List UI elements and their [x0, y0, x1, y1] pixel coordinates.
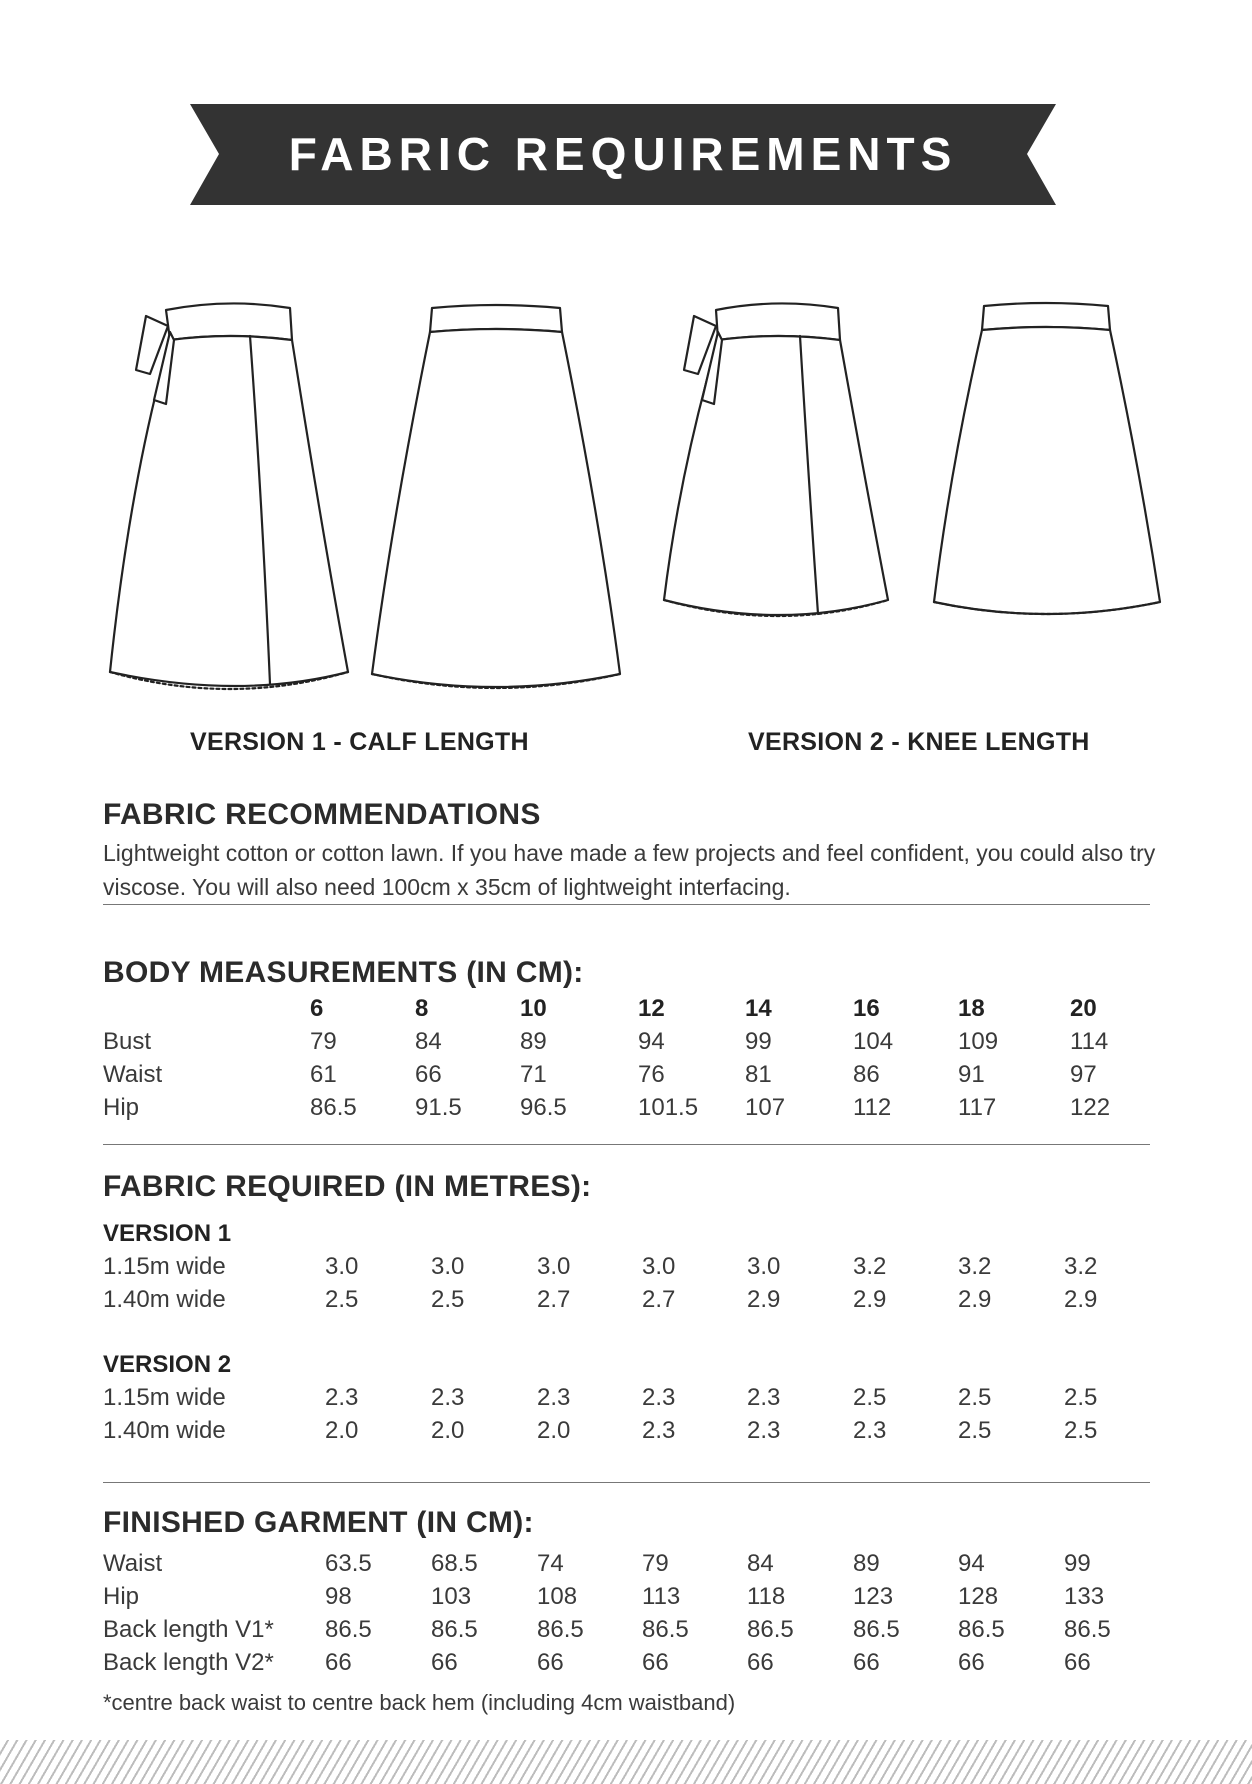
table-cell: 104: [853, 1028, 894, 1055]
table-cell: 3.2: [853, 1253, 887, 1280]
table-cell: 91.5: [415, 1094, 462, 1121]
table-cell: 66: [325, 1649, 352, 1676]
divider: [103, 1144, 1150, 1145]
table-row: [0, 1417, 1252, 1449]
version-group-title: VERSION 2: [103, 1351, 232, 1378]
table-cell: 86.5: [431, 1616, 478, 1643]
row-label: 1.15m wide: [103, 1384, 226, 1411]
table-cell: 66: [958, 1649, 985, 1676]
table-cell: 89: [853, 1550, 880, 1577]
table-cell: 122: [1070, 1094, 1111, 1121]
table-cell: 84: [415, 1028, 442, 1055]
table-cell: 2.9: [1064, 1286, 1098, 1313]
table-row: [0, 1616, 1252, 1648]
table-row: [0, 1028, 1252, 1060]
table-row: [0, 1286, 1252, 1318]
page-title: FABRIC REQUIREMENTS: [288, 128, 958, 180]
table-cell: 107: [745, 1094, 786, 1121]
table-cell: 3.0: [747, 1253, 781, 1280]
finished-garment-heading: FINISHED GARMENT (IN CM):: [103, 1506, 534, 1539]
table-cell: 2.5: [958, 1417, 992, 1444]
table-cell: 133: [1064, 1583, 1105, 1610]
table-row: [0, 1253, 1252, 1285]
row-label: Waist: [103, 1061, 163, 1088]
table-cell: 2.5: [1064, 1417, 1098, 1444]
table-cell: 89: [520, 1028, 547, 1055]
row-label: Hip: [103, 1583, 140, 1610]
size-label: 14: [745, 995, 772, 1022]
table-cell: 91: [958, 1061, 985, 1088]
row-label: 1.40m wide: [103, 1417, 226, 1444]
row-label: 1.40m wide: [103, 1286, 226, 1313]
table-cell: 86: [853, 1061, 880, 1088]
table-cell: 2.5: [1064, 1384, 1098, 1411]
table-cell: 2.5: [958, 1384, 992, 1411]
table-cell: 66: [1064, 1649, 1091, 1676]
row-label: Bust: [103, 1028, 152, 1055]
table-cell: 86.5: [537, 1616, 584, 1643]
table-cell: 2.9: [958, 1286, 992, 1313]
divider: [103, 1482, 1150, 1483]
footnote: *centre back waist to centre back hem (including 4cm waistband): [103, 1690, 736, 1715]
table-cell: 61: [310, 1061, 337, 1088]
table-cell: 86.5: [747, 1616, 794, 1643]
size-label: 18: [958, 995, 985, 1022]
table-cell: 114: [1070, 1028, 1109, 1055]
hatched-footer-border: [0, 1740, 1252, 1784]
size-label: 6: [310, 995, 324, 1022]
table-cell: 2.7: [537, 1286, 571, 1313]
table-cell: 3.2: [1064, 1253, 1098, 1280]
table-cell: 3.0: [642, 1253, 676, 1280]
table-cell: 86.5: [853, 1616, 900, 1643]
table-cell: 2.3: [747, 1384, 781, 1411]
row-label: Hip: [103, 1094, 140, 1121]
table-cell: 99: [1064, 1550, 1091, 1577]
table-cell: 84: [747, 1550, 774, 1577]
table-row: [0, 1583, 1252, 1615]
row-label: Back length V2*: [103, 1649, 274, 1676]
table-cell: 66: [431, 1649, 458, 1676]
table-cell: 2.5: [325, 1286, 359, 1313]
table-cell: 63.5: [325, 1550, 372, 1577]
table-cell: 68.5: [431, 1550, 478, 1577]
table-cell: 66: [642, 1649, 669, 1676]
table-cell: 3.0: [431, 1253, 465, 1280]
table-cell: 66: [747, 1649, 774, 1676]
table-cell: 2.3: [325, 1384, 359, 1411]
table-cell: 109: [958, 1028, 999, 1055]
table-cell: 103: [431, 1583, 472, 1610]
version-2-caption: VERSION 2 - KNEE LENGTH: [748, 728, 1090, 756]
table-cell: 2.0: [431, 1417, 465, 1444]
table-cell: 86.5: [310, 1094, 357, 1121]
table-cell: 3.0: [537, 1253, 571, 1280]
table-cell: 94: [638, 1028, 665, 1055]
size-label: 8: [415, 995, 429, 1022]
table-cell: 108: [537, 1583, 578, 1610]
size-label: 16: [853, 995, 880, 1022]
table-cell: 2.3: [537, 1384, 571, 1411]
divider: [103, 904, 1150, 905]
table-cell: 117: [958, 1094, 997, 1121]
table-cell: 2.5: [431, 1286, 465, 1313]
table-cell: 2.7: [642, 1286, 676, 1313]
table-cell: 3.2: [958, 1253, 992, 1280]
table-cell: 3.0: [325, 1253, 359, 1280]
size-label: 10: [520, 995, 547, 1022]
table-cell: 101.5: [638, 1094, 699, 1121]
v1-wrap-skirt-drawing: [110, 303, 348, 689]
recommendations-heading: FABRIC RECOMMENDATIONS: [103, 798, 541, 831]
version-group-title: VERSION 1: [103, 1220, 232, 1247]
size-label: 20: [1070, 995, 1097, 1022]
table-cell: 94: [958, 1550, 985, 1577]
table-cell: 2.0: [537, 1417, 571, 1444]
table-row: [0, 1061, 1252, 1093]
row-label: 1.15m wide: [103, 1253, 226, 1280]
table-row: [0, 1550, 1252, 1582]
table-cell: 98: [325, 1583, 352, 1610]
table-cell: 79: [310, 1028, 337, 1055]
table-cell: 74: [537, 1550, 564, 1577]
v1-back-skirt-drawing: [372, 305, 620, 688]
fabric-required-heading: FABRIC REQUIRED (IN METRES):: [103, 1170, 592, 1203]
version-1-caption: VERSION 1 - CALF LENGTH: [190, 728, 529, 756]
table-cell: 123: [853, 1583, 894, 1610]
table-cell: 2.3: [431, 1384, 465, 1411]
table-cell: 66: [853, 1649, 880, 1676]
row-label: Back length V1*: [103, 1616, 274, 1643]
size-label: 12: [638, 995, 665, 1022]
table-cell: 86.5: [325, 1616, 372, 1643]
table-cell: 79: [642, 1550, 669, 1577]
table-cell: 2.5: [853, 1384, 887, 1411]
table-cell: 118: [747, 1583, 786, 1610]
table-cell: 112: [853, 1094, 892, 1121]
table-cell: 86.5: [1064, 1616, 1111, 1643]
table-cell: 2.3: [853, 1417, 887, 1444]
table-cell: 96.5: [520, 1094, 567, 1121]
table-cell: 2.0: [325, 1417, 359, 1444]
table-cell: 2.9: [747, 1286, 781, 1313]
table-cell: 76: [638, 1061, 665, 1088]
table-row: [0, 1094, 1252, 1126]
table-cell: 2.3: [642, 1417, 676, 1444]
table-cell: 71: [520, 1061, 547, 1088]
title-banner: [190, 104, 1056, 205]
table-cell: 99: [745, 1028, 772, 1055]
table-cell: 97: [1070, 1061, 1097, 1088]
row-label: Waist: [103, 1550, 163, 1577]
body-measurements-heading: BODY MEASUREMENTS (IN CM):: [103, 956, 584, 989]
skirt-illustrations: [0, 280, 1252, 720]
table-cell: 86.5: [642, 1616, 689, 1643]
v2-back-skirt-drawing: [934, 303, 1160, 614]
recommendations-text: Lightweight cotton or cotton lawn. If you have made a few projects and feel confident, you could also try viscose. You will also need 100cm x 35cm of lightweight interfacing.: [103, 840, 1156, 900]
table-cell: 81: [745, 1061, 772, 1088]
table-cell: 2.3: [642, 1384, 676, 1411]
table-cell: 66: [537, 1649, 564, 1676]
table-cell: 86.5: [958, 1616, 1005, 1643]
table-cell: 128: [958, 1583, 999, 1610]
table-cell: 66: [415, 1061, 442, 1088]
size-header-row: [0, 995, 1252, 1027]
table-cell: 2.9: [853, 1286, 887, 1313]
table-cell: 113: [642, 1583, 681, 1610]
table-row: [0, 1384, 1252, 1416]
table-row: [0, 1649, 1252, 1681]
v2-wrap-skirt-drawing: [664, 303, 888, 616]
table-cell: 2.3: [747, 1417, 781, 1444]
